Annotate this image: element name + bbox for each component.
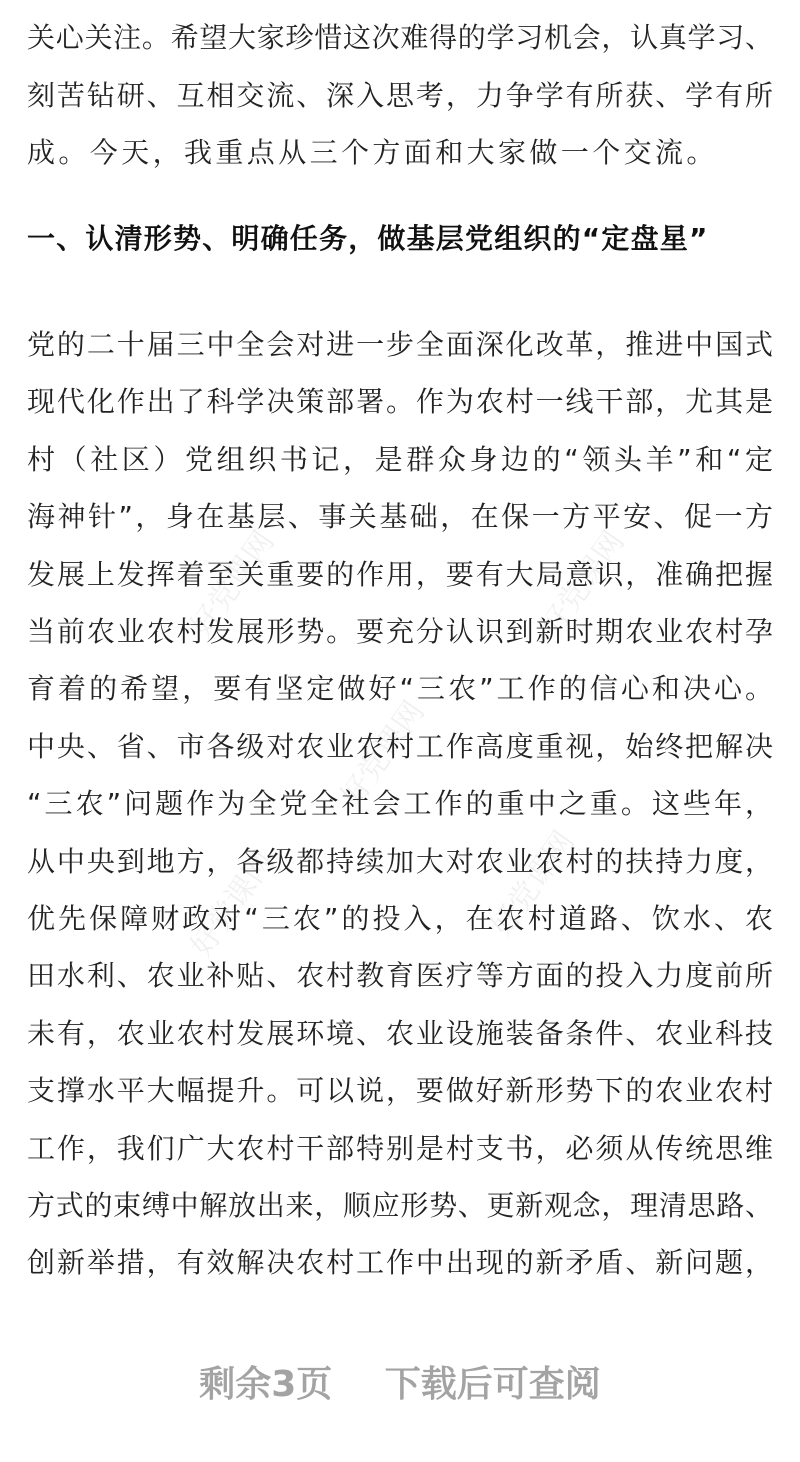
text-line: 当前农业农村发展形势。要充分认识到新时期农业农村孕 <box>27 615 773 648</box>
text-line: 海神针”，身在基层、事关基础，在保一方平安、促一方 <box>27 500 773 534</box>
text-line: 村（社区）党组织书记，是群众身边的“领头羊”和“定 <box>27 442 773 476</box>
remaining-pages-label: 剩余3页 <box>199 1364 333 1405</box>
text-line: 育着的希望，要有坚定做好“三农”工作的信心和决心。 <box>27 672 773 706</box>
text-line: 优先保障财政对“三农”的投入，在农村道路、饮水、农 <box>27 902 773 935</box>
watermark: 好党课网 <box>484 824 582 944</box>
text-line: 中央、省、市各级对农业农村工作高度重视，始终把解决 <box>27 729 773 763</box>
watermark: 好党课网 <box>184 844 282 964</box>
text-line: 从中央到地方，各级都持续加大对农业农村的扶持力度， <box>27 844 773 878</box>
watermark: 好党课网 <box>534 524 632 644</box>
download-to-view-label: 下载后可查阅 <box>384 1364 601 1405</box>
section-heading: 一、认清形势、明确任务，做基层党组织的“定盘星” <box>27 222 709 255</box>
more-pages-notice[interactable] <box>0 1360 800 1410</box>
text-line: 创新举措，有效解决农村工作中出现的新矛盾、新问题， <box>27 1246 773 1280</box>
text-line: 未有，农业农村发展环境、农业设施装备条件、农业科技 <box>27 1016 773 1050</box>
watermark: 好党课网 <box>334 694 432 814</box>
text-line: 支撑水平大幅提升。可以说，要做好新形势下的农业农村 <box>27 1074 773 1108</box>
text-line: 现代化作出了科学决策部署。作为农村一线干部，尤其是 <box>27 385 773 419</box>
text-line: 党的二十届三中全会对进一步全面深化改革，推进中国式 <box>27 328 773 361</box>
text-line: 关心关注。希望大家珍惜这次难得的学习机会，认真学习、 <box>27 21 773 54</box>
text-line: 工作，我们广大农村干部特别是村支书，必须从传统思维 <box>27 1131 773 1165</box>
text-line: 发展上发挥着至关重要的作用，要有大局意识，准确把握 <box>27 557 773 591</box>
text-line: 刻苦钻研、互相交流、深入思考，力争学有所获、学有所 <box>27 79 773 112</box>
text-line: 田水利、农业补贴、农村教育医疗等方面的投入力度前所 <box>27 959 773 993</box>
text-line: 方式的束缚中解放出来，顺应形势、更新观念，理清思路、 <box>27 1189 773 1222</box>
text-line: “三农”问题作为全党全社会工作的重中之重。这些年， <box>27 787 773 821</box>
text-line: 成。今天，我重点从三个方面和大家做一个交流。 <box>27 136 718 169</box>
watermark: 好党课网 <box>184 524 282 644</box>
